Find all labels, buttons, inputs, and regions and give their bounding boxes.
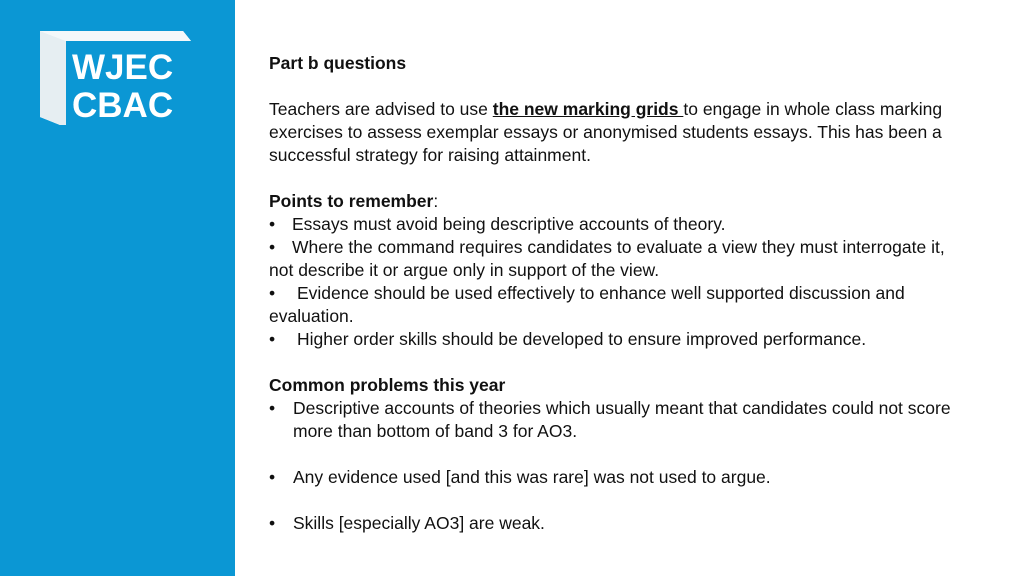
list-item	[269, 213, 969, 236]
point-text: Higher order skills should be developed to ensure improved performance.	[297, 329, 867, 349]
intro-text-after: to engage in whole class marking exercises to assess exemplar essays or anonymised students essays. This has been a successful strategy for raising attainment.	[269, 99, 943, 165]
point-text: Where the command requires candidates to evaluate a view they must interrogate it, not describe it or argue only in support of the view.	[269, 237, 945, 280]
problems-heading: Common problems this year	[269, 375, 506, 395]
logo-line2: CBAC	[72, 86, 174, 125]
bullet: •	[269, 214, 276, 234]
logo-line1: WJEC	[72, 48, 174, 87]
sidebar	[0, 0, 235, 576]
list-item	[269, 328, 969, 351]
bullet: •	[269, 467, 276, 487]
problem-text: Descriptive accounts of theories which usually meant that candidates could not score more than bottom of band 3 for AO3.	[293, 398, 951, 441]
point-text: Evidence should be used effectively to enhance well supported discussion and evaluation.	[269, 283, 905, 326]
list-item	[269, 282, 969, 328]
bullet: •	[269, 237, 276, 257]
list-item	[269, 512, 969, 535]
marking-grids-link[interactable]: the new marking grids	[492, 99, 684, 119]
points-colon: :	[433, 191, 439, 211]
section-heading: Part b questions	[269, 53, 407, 73]
problem-text: Skills [especially AO3] are weak.	[293, 513, 545, 533]
bullet: •	[269, 513, 276, 533]
intro-paragraph	[269, 98, 969, 167]
point-text: Essays must avoid being descriptive accounts of theory.	[292, 214, 726, 234]
list-item	[269, 236, 969, 282]
problem-text: Any evidence used [and this was rare] was not used to argue.	[293, 467, 771, 487]
bullet: •	[269, 329, 276, 349]
intro-text-before: Teachers are advised to use	[269, 99, 493, 119]
points-heading	[269, 190, 969, 213]
list-item	[269, 466, 969, 489]
list-item	[269, 397, 969, 443]
wjec-cbac-logo-icon	[40, 31, 191, 125]
bullet: •	[269, 398, 276, 418]
slide-content	[269, 52, 969, 535]
bullet: •	[269, 283, 276, 303]
points-title: Points to remember	[269, 191, 434, 211]
